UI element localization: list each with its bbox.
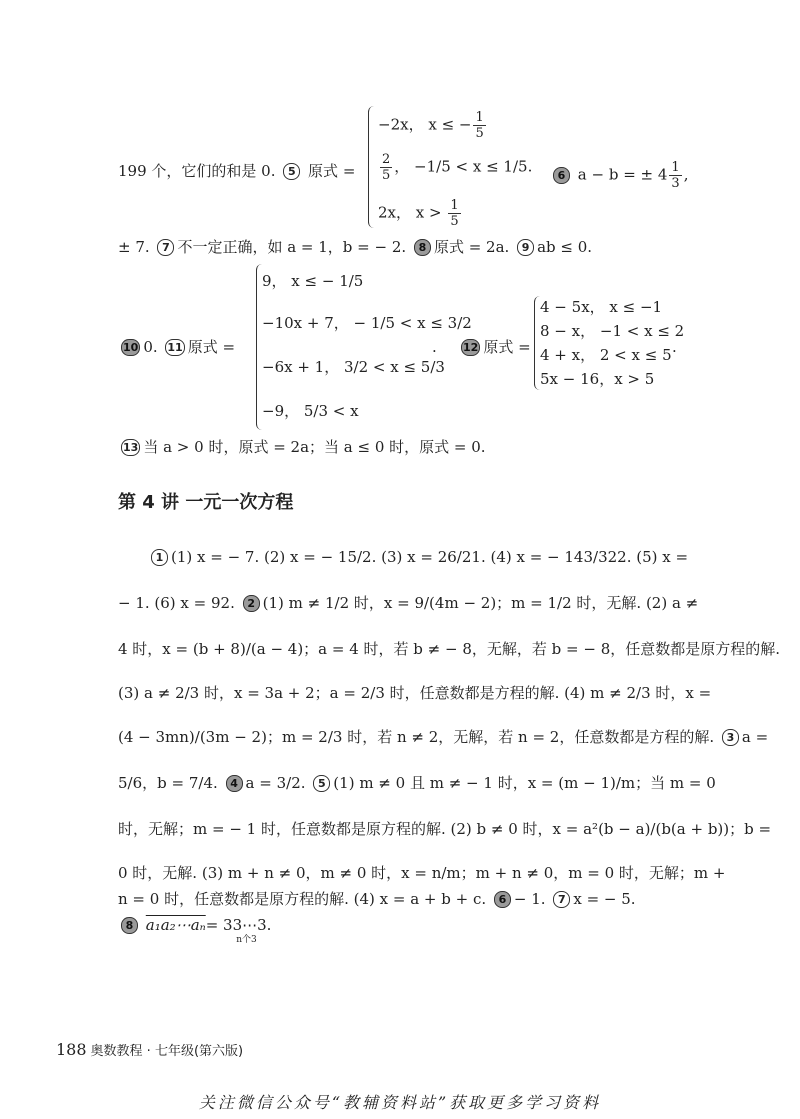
text-199: 199 个，它们的和是 0.	[118, 162, 276, 180]
sec-line-6: 5/6，b = 7/4. 4 a = 3/2. 5 (1) m ≠ 0 且 m ≠ − 1 时，x = (m − 1)/m；当 m = 0	[118, 774, 716, 792]
case-12-1: 4 − 5x， x ≤ −1	[540, 298, 663, 316]
answer-line-13: 13 当 a > 0 时，原式 = 2a；当 a ≤ 0 时，原式 = 0.	[123, 438, 486, 456]
sec-line-1: 1 (1) x = − 7. (2) x = − 15/2. (3) x = 26/21. (4) x = − 143/322. (5) x =	[148, 546, 688, 568]
num-badge-s7: 7	[553, 891, 570, 908]
dot-12: .	[672, 338, 677, 356]
num-badge-12: 12	[463, 341, 479, 354]
book-title: 奥数教程 · 七年级(第六版)	[90, 1044, 244, 1059]
num-badge-s3: 3	[722, 729, 739, 746]
case-11-1: 9， x ≤ − 1/5	[262, 272, 364, 290]
sec-line-7: 时，无解；m = − 1 时，任意数都是原方程的解. (2) b ≠ 0 时，x = a²(b − a)/(b(a + b))；b =	[118, 820, 772, 838]
num-badge-5: 5	[283, 163, 300, 180]
case-5-3: 2x， x > $\frac{1}{5}$	[378, 198, 459, 229]
num-badge-8: 8	[414, 239, 431, 256]
case-11-4: −9， 5/3 < x	[262, 402, 359, 420]
piecewise-brace-5	[368, 106, 377, 228]
section-heading: 第 4 讲 一元一次方程	[118, 492, 294, 513]
case-12-2: 8 − x， −1 < x ≤ 2	[540, 322, 685, 340]
sec-line-4: (3) a ≠ 2/3 时，x = 3a + 2；a = 2/3 时，任意数都是方程的解. (4) m ≠ 2/3 时，x =	[118, 684, 712, 702]
num-badge-s1: 1	[151, 549, 168, 566]
expr-label: 原式 =	[308, 162, 356, 180]
num-badge-s2: 2	[243, 595, 260, 612]
sec-line-3: 4 时，x = (b + 8)/(a − 4)；a = 4 时，若 b ≠ − 8，无解，若 b = − 8，任意数都是原方程的解.	[118, 640, 781, 658]
case-5-2: $\frac{2}{5}$ ， −1/5 < x ≤ 1/5.	[382, 152, 533, 183]
answer-line-3: 10 0. 11 原式 =	[123, 338, 236, 356]
answer-line-1	[118, 160, 355, 182]
sec-line-2: − 1. (6) x = 92. 2 (1) m ≠ 1/2 时，x = 9/(4m − 2)；m = 1/2 时，无解. (2) a ≠	[118, 594, 699, 612]
num-badge-13: 13	[123, 441, 139, 454]
sec-line-5: (4 − 3mn)/(3m − 2)；m = 2/3 时，若 n ≠ 2，无解，若 n = 2，任意数都是方程的解. 3 a =	[118, 728, 769, 746]
answer-6: 6 a − b = ± 4 $\frac{1}{3}$ ,	[550, 160, 688, 191]
num-badge-11: 11	[167, 341, 183, 354]
case-5-1: −2x， x ≤ − $\frac{1}{5}$	[378, 110, 484, 141]
num-badge-10: 10	[123, 341, 139, 354]
num-badge-7: 7	[157, 239, 174, 256]
watermark: 关注微信公众号“教辅资料站”获取更多学习资料	[198, 1093, 602, 1112]
answer-12: 12 原式 =	[463, 338, 531, 356]
dot-11: .	[432, 338, 437, 356]
num-badge-s8: 8	[121, 917, 138, 934]
num-badge-9: 9	[517, 239, 534, 256]
case-11-2: −10x + 7， − 1/5 < x ≤ 3/2	[262, 314, 472, 332]
page-footer	[56, 1040, 243, 1059]
num-badge-s6: 6	[494, 891, 511, 908]
num-badge-s5: 5	[313, 775, 330, 792]
sec-line-9: n = 0 时，任意数都是原方程的解. (4) x = a + b + c. 6 − 1. 7 x = − 5.	[118, 890, 636, 908]
sec-line-8: 0 时，无解. (3) m + n ≠ 0，m ≠ 0 时，x = n/m；m + n ≠ 0，m = 0 时，无解；m +	[118, 864, 726, 882]
case-11-3: −6x + 1， 3/2 < x ≤ 5/3	[262, 358, 445, 376]
answer-line-2: ± 7. 7 不一定正确，如 a = 1，b = − 2. 8 原式 = 2a. 9 ab ≤ 0.	[118, 238, 593, 256]
num-badge-s4: 4	[226, 775, 243, 792]
case-12-4: 5x − 16，x > 5	[540, 370, 655, 388]
page-number: 188	[56, 1040, 87, 1059]
num-badge-6: 6	[553, 167, 570, 184]
case-12-3: 4 + x， 2 < x ≤ 5	[540, 346, 672, 364]
sec-line-10: 8 a₁a₂⋯aₙ= 33⋯3. $_{n个3}$	[118, 914, 297, 939]
